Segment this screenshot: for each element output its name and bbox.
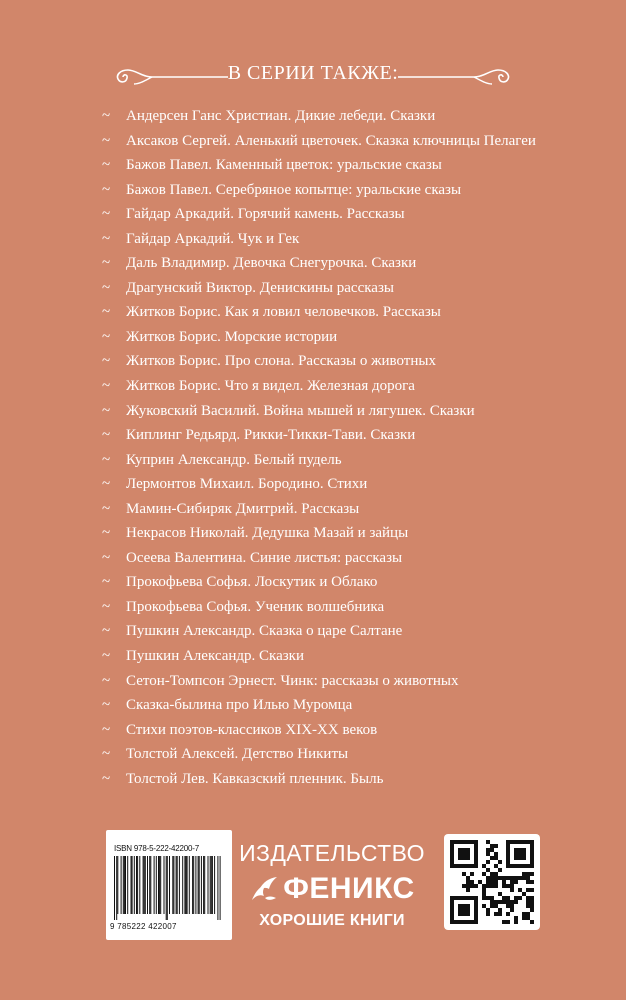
book-list-item bbox=[102, 374, 582, 399]
book-list-item bbox=[102, 153, 582, 178]
book-list-item bbox=[102, 619, 582, 644]
tilde-bullet: ~ bbox=[102, 476, 111, 493]
book-title: Сказка-былина про Илью Муромца bbox=[126, 697, 353, 714]
tilde-bullet: ~ bbox=[102, 549, 111, 566]
tilde-bullet: ~ bbox=[102, 279, 111, 296]
book-title: Киплинг Редьярд. Рикки-Тикки-Тави. Сказки bbox=[126, 427, 416, 444]
tilde-bullet: ~ bbox=[102, 353, 111, 370]
tilde-bullet: ~ bbox=[102, 108, 111, 124]
book-title: Толстой Лев. Кавказский пленник. Быль bbox=[126, 770, 384, 787]
book-list-item bbox=[102, 104, 582, 129]
book-title: Стихи поэтов-классиков XIX-XX веков bbox=[126, 721, 378, 738]
series-book-list bbox=[102, 104, 582, 791]
book-title: Пушкин Александр. Сказки bbox=[126, 648, 304, 665]
tilde-bullet: ~ bbox=[102, 378, 111, 395]
tilde-bullet: ~ bbox=[102, 672, 111, 689]
tilde-bullet: ~ bbox=[102, 402, 111, 419]
barcode-bars bbox=[112, 856, 226, 920]
book-title: Житков Борис. Морские истории bbox=[126, 328, 338, 345]
book-list-item bbox=[102, 399, 582, 424]
book-title: Лермонтов Михаил. Бородино. Стихи bbox=[126, 476, 368, 493]
qr-code-icon bbox=[444, 834, 540, 930]
book-list-item bbox=[102, 325, 582, 350]
book-title: Даль Владимир. Девочка Снегурочка. Сказки bbox=[126, 255, 417, 272]
book-title: Гайдар Аркадий. Чук и Гек bbox=[126, 230, 300, 247]
book-list-item bbox=[102, 227, 582, 252]
book-title: Гайдар Аркадий. Горячий камень. Рассказы bbox=[126, 206, 405, 223]
isbn-number: ISBN 978-5-222-42200-7 bbox=[114, 844, 199, 853]
isbn-barcode bbox=[106, 830, 232, 940]
publisher-label: ИЗДАТЕЛЬСТВО bbox=[239, 840, 425, 866]
book-list-item bbox=[102, 472, 582, 497]
tilde-bullet: ~ bbox=[102, 574, 111, 591]
qr-code-pattern bbox=[450, 840, 534, 924]
book-list-item bbox=[102, 669, 582, 694]
book-title: Осеева Валентина. Синие листья: рассказы bbox=[126, 549, 403, 566]
tilde-bullet: ~ bbox=[102, 525, 111, 542]
book-title: Некрасов Николай. Дедушка Мазай и зайцы bbox=[126, 525, 409, 542]
book-list-item bbox=[102, 202, 582, 227]
book-list-item bbox=[102, 644, 582, 669]
book-title: Пушкин Александр. Сказка о царе Салтане bbox=[126, 623, 403, 640]
book-title: Житков Борис. Как я ловил человечков. Рассказы bbox=[126, 304, 441, 321]
book-list-item bbox=[102, 497, 582, 522]
book-title: Мамин-Сибиряк Дмитрий. Рассказы bbox=[126, 500, 360, 517]
book-list-item bbox=[102, 300, 582, 325]
right-flourish-ornament bbox=[396, 66, 514, 88]
tilde-bullet: ~ bbox=[102, 255, 111, 272]
book-list-item bbox=[102, 693, 582, 718]
publisher-slogan: ХОРОШИЕ КНИГИ bbox=[259, 912, 405, 929]
tilde-bullet: ~ bbox=[102, 721, 111, 738]
tilde-bullet: ~ bbox=[102, 451, 111, 468]
tilde-bullet: ~ bbox=[102, 648, 111, 665]
book-list-item bbox=[102, 349, 582, 374]
tilde-bullet: ~ bbox=[102, 623, 111, 640]
book-title: Аксаков Сергей. Аленький цветочек. Сказка ключницы Пелагеи bbox=[126, 132, 536, 149]
tilde-bullet: ~ bbox=[102, 500, 111, 517]
tilde-bullet: ~ bbox=[102, 598, 111, 615]
book-list-item bbox=[102, 595, 582, 620]
tilde-bullet: ~ bbox=[102, 697, 111, 714]
book-list-item bbox=[102, 423, 582, 448]
tilde-bullet: ~ bbox=[102, 770, 111, 787]
book-list-item bbox=[102, 178, 582, 203]
tilde-bullet: ~ bbox=[102, 304, 111, 321]
book-list-item bbox=[102, 129, 582, 154]
book-title: Толстой Алексей. Детство Никиты bbox=[126, 746, 349, 763]
book-title: Прокофьева Софья. Ученик волшебника bbox=[126, 598, 385, 615]
tilde-bullet: ~ bbox=[102, 157, 111, 174]
book-title: Андерсен Ганс Христиан. Дикие лебеди. Сказки bbox=[126, 108, 436, 124]
phoenix-bird-icon bbox=[249, 874, 279, 904]
book-title: Бажов Павел. Серебряное копытце: уральские сказы bbox=[126, 181, 462, 198]
tilde-bullet: ~ bbox=[102, 746, 111, 763]
book-title: Прокофьева Софья. Лоскутик и Облако bbox=[126, 574, 378, 591]
tilde-bullet: ~ bbox=[102, 132, 111, 149]
tilde-bullet: ~ bbox=[102, 230, 111, 247]
book-title: Сетон-Томпсон Эрнест. Чинк: рассказы о животных bbox=[126, 672, 459, 689]
tilde-bullet: ~ bbox=[102, 206, 111, 223]
book-list-item bbox=[102, 276, 582, 301]
book-list-item bbox=[102, 251, 582, 276]
tilde-bullet: ~ bbox=[102, 328, 111, 345]
series-title: В СЕРИИ ТАКЖЕ: bbox=[227, 62, 399, 84]
book-title: Житков Борис. Что я видел. Железная дорога bbox=[126, 378, 415, 395]
book-title: Куприн Александр. Белый пудель bbox=[126, 451, 342, 468]
tilde-bullet: ~ bbox=[102, 427, 111, 444]
tilde-bullet: ~ bbox=[102, 181, 111, 198]
book-list-item bbox=[102, 546, 582, 571]
publisher-brand-row bbox=[232, 872, 432, 906]
book-list-item bbox=[102, 718, 582, 743]
book-title: Драгунский Виктор. Денискины рассказы bbox=[126, 279, 394, 296]
book-title: Житков Борис. Про слона. Рассказы о животных bbox=[126, 353, 436, 370]
back-cover-footer bbox=[0, 826, 626, 931]
barcode-digits: 9 785222 422007 bbox=[110, 922, 177, 931]
book-list-item bbox=[102, 742, 582, 767]
series-header bbox=[0, 56, 626, 100]
publisher-block bbox=[232, 840, 432, 930]
book-list-item bbox=[102, 570, 582, 595]
book-title: Жуковский Василий. Война мышей и лягушек. Сказки bbox=[126, 402, 475, 419]
book-list-item bbox=[102, 521, 582, 546]
book-list-item bbox=[102, 767, 582, 792]
book-title: Бажов Павел. Каменный цветок: уральские сказы bbox=[126, 157, 442, 174]
book-list-item bbox=[102, 448, 582, 473]
publisher-brand-name: ФЕНИКС bbox=[283, 872, 415, 905]
